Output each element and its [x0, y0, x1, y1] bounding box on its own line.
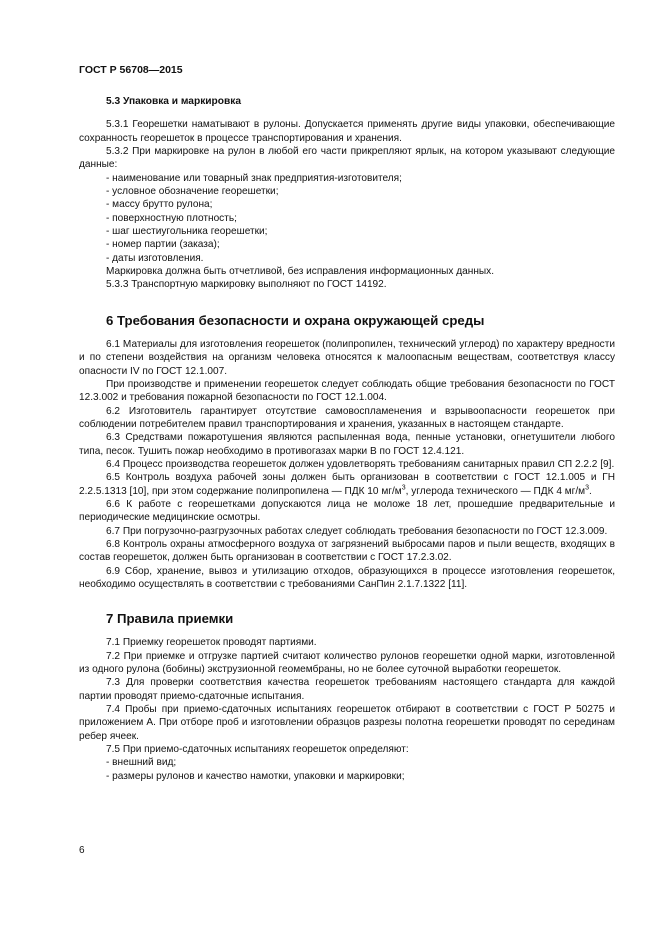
list-item: - шаг шестиугольника георешетки; [106, 226, 268, 238]
list-item: - номер партии (заказа); [106, 239, 220, 251]
paragraph-marking: Маркировка должна быть отчетливой, без исправления информационных данных. [106, 266, 495, 278]
paragraph-6-6: 6.6 К работе с георешетками допускаются лица не моложе 18 лет, прошедшие предварительные и периодические медицинские осмотры. [79, 498, 615, 524]
paragraph-5-3-3: 5.3.3 Транспортную маркировку выполняют по ГОСТ 14192. [106, 279, 387, 291]
acceptance-checks-list [79, 756, 615, 783]
paragraph-6-7: 6.7 При погрузочно-разгрузочных работах следует соблюдать требования безопасности по ГОСТ 12.3.009. [106, 525, 608, 537]
document-header: ГОСТ Р 56708—2015 [79, 64, 183, 76]
paragraph-6-1: 6.1 Материалы для изготовления георешеток (полипропилен, технический углерод) по характеру вредности и по степени воздействия на организм человека относятся к малоопасным веществам, соответствуя классу опасности IV по ГОСТ 12.1.007. [79, 338, 615, 377]
paragraph-6-5-text-c: . [589, 485, 592, 497]
superscript-3: 3 [401, 484, 406, 492]
list-item: - наименование или товарный знак предприятия-изготовителя; [106, 172, 402, 184]
list-item: - поверхностную плотность; [106, 212, 237, 224]
paragraph-6-2: 6.2 Изготовитель гарантирует отсутствие самовоспламенения и взрывоопасности георешеток при соблюдении потребителем правил транспортирования и хранения, указанных в настоящем стандарте. [79, 405, 615, 430]
list-item: - внешний вид; [106, 757, 177, 769]
paragraph-7-4: 7.4 Пробы при приемо-сдаточных испытаниях георешеток отбирают в соответствии с ГОСТ Р 50275 и приложением А. При отборе проб и изготовлении образцов разрезы полотна георешетки проводят по серединам ребер ячеек. [79, 704, 615, 742]
paragraph-7-2: 7.2 При приемке и отгрузке партией считают количество рулонов георешетки одной марки, изготовленной из одного рулона (бобины) экструзионной геомембраны, но не более суточной выработки георешеток. [79, 650, 615, 676]
paragraph-7-5: 7.5 При приемо-сдаточных испытаниях георешеток определяют: [106, 744, 409, 756]
paragraph-5-3-2: 5.3.2 При маркировке на рулон в любой его части прикрепляют ярлык, на котором указывают следующие данные: [79, 146, 615, 171]
section-6-title: 6 Требования безопасности и охрана окружающей среды [106, 312, 485, 328]
paragraph-6-5-text-a: 6.5 Контроль воздуха рабочей зоны должен быть организован в соответствии с ГОСТ 12.1.005 и ГН 2.2.5.1313 [10], при этом содержание полипропилена — ПДК 10 мг/м [79, 472, 615, 497]
list-item: - массу брутто рулона; [106, 199, 213, 211]
paragraph-6-5-text-b: , углерода технического — ПДК 4 мг/м [405, 485, 586, 497]
paragraph-6-5 [79, 471, 615, 498]
list-item: - даты изготовления. [106, 252, 204, 264]
paragraph-5-3-1: 5.3.1 Георешетки наматывают в рулоны. Допускается применять другие виды упаковки, обеспечивающие сохранность георешеток в процессе транспортирования и хранения. [79, 119, 615, 144]
label-data-list [79, 172, 615, 265]
paragraph-6-3: 6.3 Средствами пожаротушения являются распыленная вода, пенные установки, огнетушители любого типа, песок. Тушить пожар необходимо в противогазах марки В по ГОСТ 12.4.121. [79, 432, 615, 457]
paragraph-6-4: 6.4 Процесс производства георешеток должен удовлетворять требованиям санитарных правил СП 2.2.2 [9]. [106, 458, 615, 470]
document-body [79, 95, 615, 783]
paragraph-7-3: 7.3 Для проверки соответствия качества георешеток требованиям настоящего стандарта для каждой партии проводят приемо-сдаточные испытания. [79, 677, 615, 702]
list-item: - размеры рулонов и качество намотки, упаковки и маркировки; [106, 770, 405, 782]
section-5-3-title: 5.3 Упаковка и маркировка [106, 96, 242, 107]
superscript-3: 3 [585, 484, 590, 492]
section-7-title: 7 Правила приемки [106, 611, 234, 627]
paragraph-7-1: 7.1 Приемку георешеток проводят партиями. [106, 637, 317, 649]
list-item: - условное обозначение георешетки; [106, 186, 279, 198]
paragraph-6-1-b: При производстве и применении георешеток следует соблюдать общие требования безопасности по ГОСТ 12.3.002 и требования пожарной безопасности по ГОСТ 12.1.004. [79, 378, 615, 404]
paragraph-6-9: 6.9 Сбор, хранение, вывоз и утилизацию отходов, образующихся в процессе изготовления георешеток, необходимо осуществлять в соответствии с требованиями СанПин 2.1.7.1322 [11]. [79, 565, 615, 590]
page-number: 6 [79, 845, 85, 856]
paragraph-6-8: 6.8 Контроль охраны атмосферного воздуха от загрязнений выбросами паров и пыли веществ, входящих в состав георешеток, должен быть организован в соответствии с ГОСТ 17.2.3.02. [79, 538, 615, 564]
